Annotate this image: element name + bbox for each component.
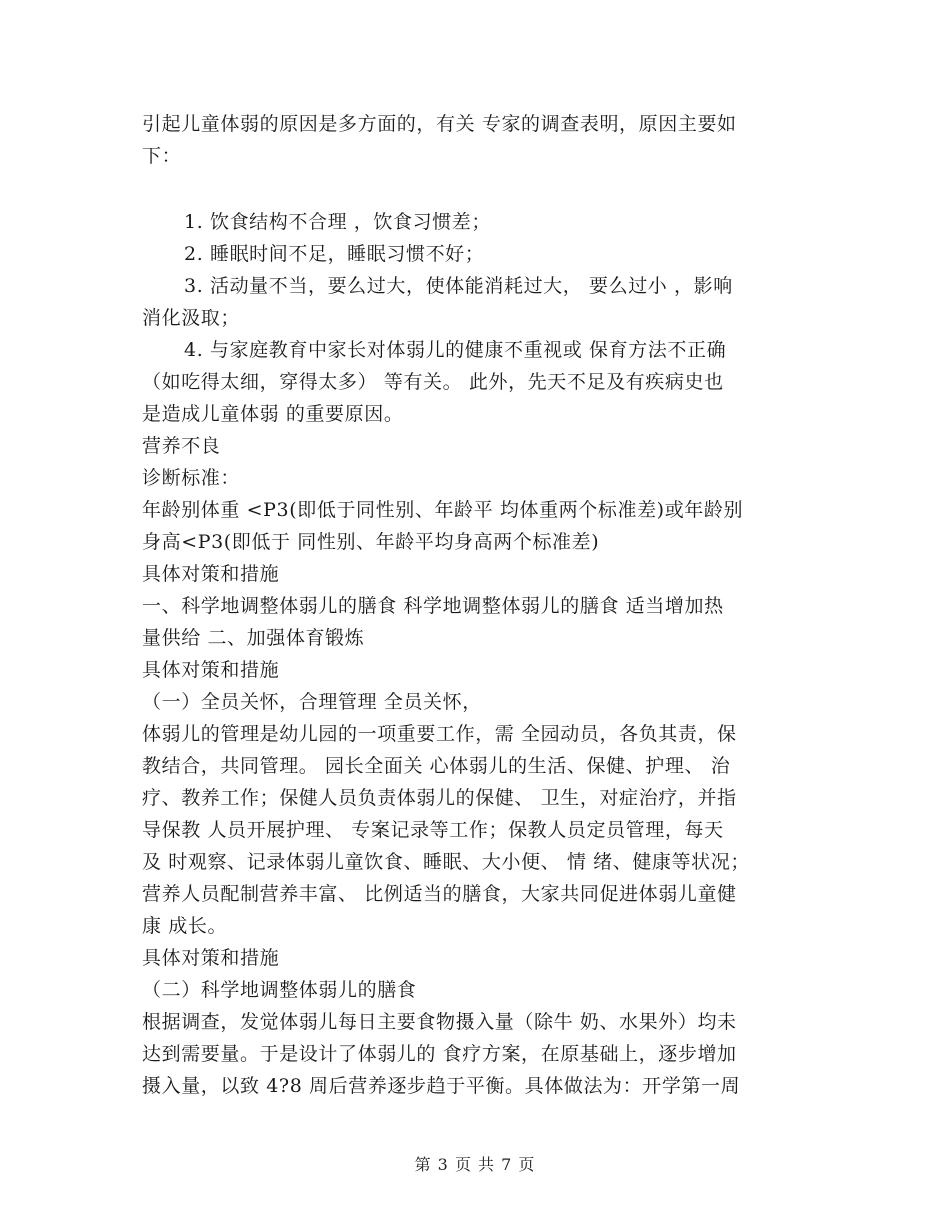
subsection-heading: （二）科学地调整体弱儿的膳食 — [142, 979, 417, 1001]
list-item-2: 2. 睡眠时间不足，睡眠习惯不好； — [184, 243, 485, 265]
text-line: 根据调查，发觉体弱儿每日主要食物摄入量（除牛 奶、水果外）均未 — [142, 1011, 737, 1033]
list-item-3: 3. 活动量不当，要么过大，使体能消耗过大， 要么过小 ，影响 — [184, 275, 733, 297]
section-heading: 具体对策和措施 — [142, 947, 280, 969]
paragraph-gap — [142, 172, 822, 206]
section-heading: 具体对策和措施 — [142, 563, 280, 585]
text-line: 营养人员配制营养丰富、 比例适当的膳食，大家共同促进体弱儿童健 — [142, 883, 737, 905]
list-item-1: 1. 饮食结构不合理 ，饮食习惯差； — [184, 211, 492, 233]
text-line: 诊断标准： — [142, 467, 241, 489]
text-line: 及 时观察、记录体弱儿童饮食、睡眠、大小便、 情 绪、健康等状况； — [142, 851, 750, 873]
text-line: 达到需要量。于是设计了体弱儿的 食疗方案，在原基础上，逐步增加 — [142, 1043, 737, 1065]
text-line: 消化汲取； — [142, 307, 241, 329]
list-item-4: 4. 与家庭教育中家长对体弱儿的健康不重视或 保育方法不正确 — [184, 339, 727, 361]
text-line: 疗、教养工作；保健人员负责体弱儿的保健、 卫生，对症治疗，并指 — [142, 787, 737, 809]
text-line: 身高<P3(即低于 同性别、年龄平均身高两个标准差) — [142, 531, 600, 553]
text-line: 导保教 人员开展护理、 专案记录等工作；保教人员定员管理，每天 — [142, 819, 724, 841]
document-body — [142, 108, 822, 1102]
text-line: 下： — [142, 145, 182, 167]
text-line: 康 成长。 — [142, 915, 228, 937]
section-heading: 营养不良 — [142, 435, 221, 457]
text-line: 是造成儿童体弱 的重要原因。 — [142, 403, 404, 425]
text-line: 教结合，共同管理。 园长全面关 心体弱儿的生活、保健、护理、 治 — [142, 755, 731, 777]
text-line: 量供给 二、加强体育锻炼 — [142, 627, 365, 649]
text-line: 引起儿童体弱的原因是多方面的，有关 专家的调查表明，原因主要如 — [142, 113, 737, 135]
text-line: 摄入量，以致 4?8 周后营养逐步趋于平衡。具体做法为：开学第一周 — [142, 1075, 741, 1097]
text-line: （如吃得太细，穿得太多） 等有关。 此外，先天不足及有疾病史也 — [142, 371, 724, 393]
text-line: 体弱儿的管理是幼儿园的一项重要工作，需 全园动员，各负其责，保 — [142, 723, 737, 745]
text-line: 一、科学地调整体弱儿的膳食 科学地调整体弱儿的膳食 适当增加热 — [142, 595, 724, 617]
section-heading: 具体对策和措施 — [142, 659, 280, 681]
text-line: 年龄别体重 <P3(即低于同性别、年龄平 均体重两个标准差)或年龄别 — [142, 499, 744, 521]
page-footer: 第 3 页 共 7 页 — [414, 1155, 536, 1174]
subsection-heading: （一）全员关怀，合理管理 全员关怀， — [142, 691, 482, 713]
